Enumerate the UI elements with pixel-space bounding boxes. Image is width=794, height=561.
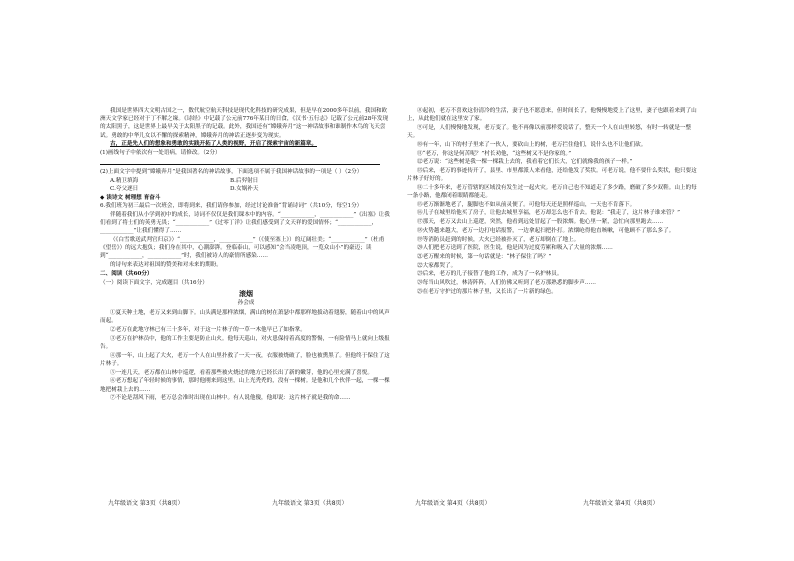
reading-para-14: ⑭二十多年来，老万管辖的区域没有发生过一起火灾。老万自己也不知道走了多少路，磨破了多少双鞋。山上的每一条小路，他都闭着眼睛都能走。	[407, 184, 697, 200]
reading-para-20: ⑳人们把老万送到了医院，医生说，他是因为过度劳累和吸入了大量的浓烟……	[417, 245, 613, 252]
reading-para-24: ㉔每当山风吹过，林涛阵阵，人们仿佛又听到了老万那熟悉的脚步声……	[417, 280, 597, 287]
answer-line	[100, 158, 392, 168]
question-6: 6.我们班为初三最后一次班会，即将到来，我们请你参加，经过讨论准备“背诵诗词”（共10分，每空1分）	[100, 203, 363, 210]
section-2-sub: （一）阅读下面文字，完成题目（共16分）	[100, 279, 208, 286]
reading-para-8: ⑧起初，老万不喜欢这份清冷的生活，妻子也不愿意来，但时间长了，他慢慢地爱上了这里，妻子也跟着来到了山上，从此他们就在这里安了家。	[407, 108, 697, 123]
option-a: A.精卫填海	[110, 178, 139, 185]
reading-para-1: ①夏天种土地，老万又来到山脚下。山头满是那样浓烟，满山的树在萧瑟中都那样地拔动着翅膀，随着山中的风声而起。	[100, 310, 390, 325]
reading-para-6: ⑥老万想起了年轻时候的事情，那时他刚来到这里，山上光秃秃的，没有一棵树。是他和几个伙伴一起，一棵一棵地把树栽上去的……	[100, 378, 390, 393]
reading-para-10: ⑩有一年，山下的村子里来了一伙人，要砍山上的树，老万拦住他们，说什么也不让他们砍。	[417, 141, 647, 148]
section-marker: ◆ 读诗文 树理想 育奋斗	[100, 194, 161, 201]
reading-para-19: ⑲等消防员赶到的时候，大火已经被扑灭了，老万却倒在了地上。	[417, 236, 580, 243]
reading-para-9: ⑨可是，人们慢慢地发现，老万变了。他不再像以前那样爱说话了，整天一个人在山里转悠，有时一转就是一整天。	[407, 124, 692, 140]
footer-right-b: 九年级语文 第4页（共8页）	[583, 500, 659, 507]
reading-para-4: ④那一年，山上起了大火，老万一个人在山里扑救了一天一夜，衣服被烧破了，脸也被熏黑了。但他终于保住了这片林子。	[100, 352, 390, 367]
footer-left-b: 九年级语文 第3页（共8页）	[272, 500, 348, 507]
reading-para-15: ⑮老万渐渐地老了，腿脚也不如从前灵便了。可他每天还是照样巡山，一天也不肯落下。	[417, 201, 636, 208]
reading-author: 孙会成	[237, 299, 255, 306]
reading-title: 滚烟	[239, 288, 253, 298]
reading-para-12: ⑫老万说：“这些树是我一棵一棵栽上去的，我看着它们长大，它们就像我的孩子一样。”	[417, 159, 633, 166]
question-1: (1)画线句子中依次有一处语病，请修改。（2分）	[100, 150, 221, 157]
passage-intro-underlined: 古，正是先人们的想象和勇敢的实践开拓了人类的视野，开启了探索宇宙的新篇章。	[110, 141, 317, 148]
question-2: (2)上面文字中提到“嫦娥奔月”是我国著名的神话故事，下面选项不属于我国神话故事的一项是（ ）（2分）	[100, 169, 363, 176]
question-6-body-3: 的诗句来表达对祖国的赞美和对未来的期盼。	[110, 262, 222, 269]
options	[110, 177, 350, 193]
option-b: B.后羿射日	[230, 178, 259, 185]
question-6-body-2: （《白雪歌送武判官归京》）“____________，____________”（《使至塞上》）的辽阔壮美；“____________”（杜甫《望岳》）的远大抱负；我们身在其中，心潮澎湃。登临泰山，可以感知“会当凌绝顶，一览众山小”的豪迈；读到“____________，____________”时，我们被诗人的豪情所感染……	[100, 237, 385, 260]
reading-para-3: ③老万在护林员中，他的工作主要是防止山火。他每天巡山，对火患保持着高度的警惕，一有险情马上就向上级报告。	[100, 335, 390, 350]
reading-para-11: ⑪“老万，你这是何苦呢？”村长劝他，“这些树又不是你家的。”	[417, 150, 572, 157]
reading-para-7: ⑦不论是刮风下雨，老万总会准时出现在山林中。有人说他傻，他却说：这片林子就是我的命……	[110, 395, 351, 402]
question-6-body: 伴随着我们从小学到初中的成长，诗词不仅仅是我们课本中的内容。“____________，____________”《出塞》让我们看到了将士们的英勇无畏；“____________”《过零丁洋》让我们感受到了文天祥的爱国情怀；“____________，____________”让我们懂得了……	[100, 211, 390, 235]
passage-intro: 我国是世界四大文明古国之一，数代航空航天科技是现代化科技的研究成果，但是早在2000多年以前，我国和欧洲天文学家已经对于丁不解之缘。《诗经》中记载了公元前776年某日的日食，《汉书·五行志》记载了公元前28年发现的太阳黑子，这是世界上最早关于太阳黑子的记载。此外，我国还有“嫦娥奔月”这一神话故事和谁制作木鸟的飞天尝试。勇敢的中华儿女以不懈的探索精神，嫦娥奔月的神话正逐步变为现实。	[100, 108, 389, 139]
option-d: D.女娲补天	[230, 186, 259, 193]
reading-para-2: ②老万在此地守林已有三十多年，对于这一片林子的一草一木他早已了如指掌。	[110, 327, 306, 334]
right-page	[407, 107, 699, 467]
reading-para-22: ㉒大家都哭了。	[417, 262, 457, 269]
reading-para-25: ㉕在老万守护过的那片林子里，又长出了一片新的绿色。	[417, 288, 557, 295]
reading-para-16: ⑯儿子在城里给他买了房子，让他去城里享福，老万却怎么也不肯去。他说：“我走了，这片林子谁来管？”	[417, 210, 681, 217]
reading-para-5: ⑤一连几天，老万都在山林中巡逻，看着那些被火烧过的地方已经长出了新的嫩芽，他的心里充满了喜悦。	[110, 369, 373, 376]
footer-right-a: 九年级语文 第4页（共8页）	[415, 500, 491, 507]
reading-para-23: ㉓后来，老万的儿子接替了他的工作，成为了一名护林员。	[417, 271, 563, 278]
option-c: C.夸父逐日	[110, 186, 139, 193]
reading-para-13: ⑬后来，老万的事迹传开了，县里、市里都派人来看他，还给他发了奖状。可老万说，他不要什么奖状，他只要这片林子好好的。	[407, 167, 697, 183]
footer-left-a: 九年级语文 第3页（共8页）	[108, 500, 184, 507]
reading-para-17: ⑰那天，老万又去山上巡逻，突然，他看到远处冒起了一股浓烟。他心里一紧，急忙向那里跑去……	[417, 219, 664, 226]
section-2-heading: 二、阅读（共60分）	[100, 270, 153, 277]
left-page	[100, 107, 392, 467]
reading-para-18: ⑱火势越来越大，老万一边打电话报警，一边拿起扫把扑打。浓烟呛得他直咳嗽，可他顾不了那么多了。	[417, 227, 675, 234]
reading-para-21: ㉑老万醒来的时候，第一句话就是：“林子保住了吗？”	[417, 253, 552, 260]
